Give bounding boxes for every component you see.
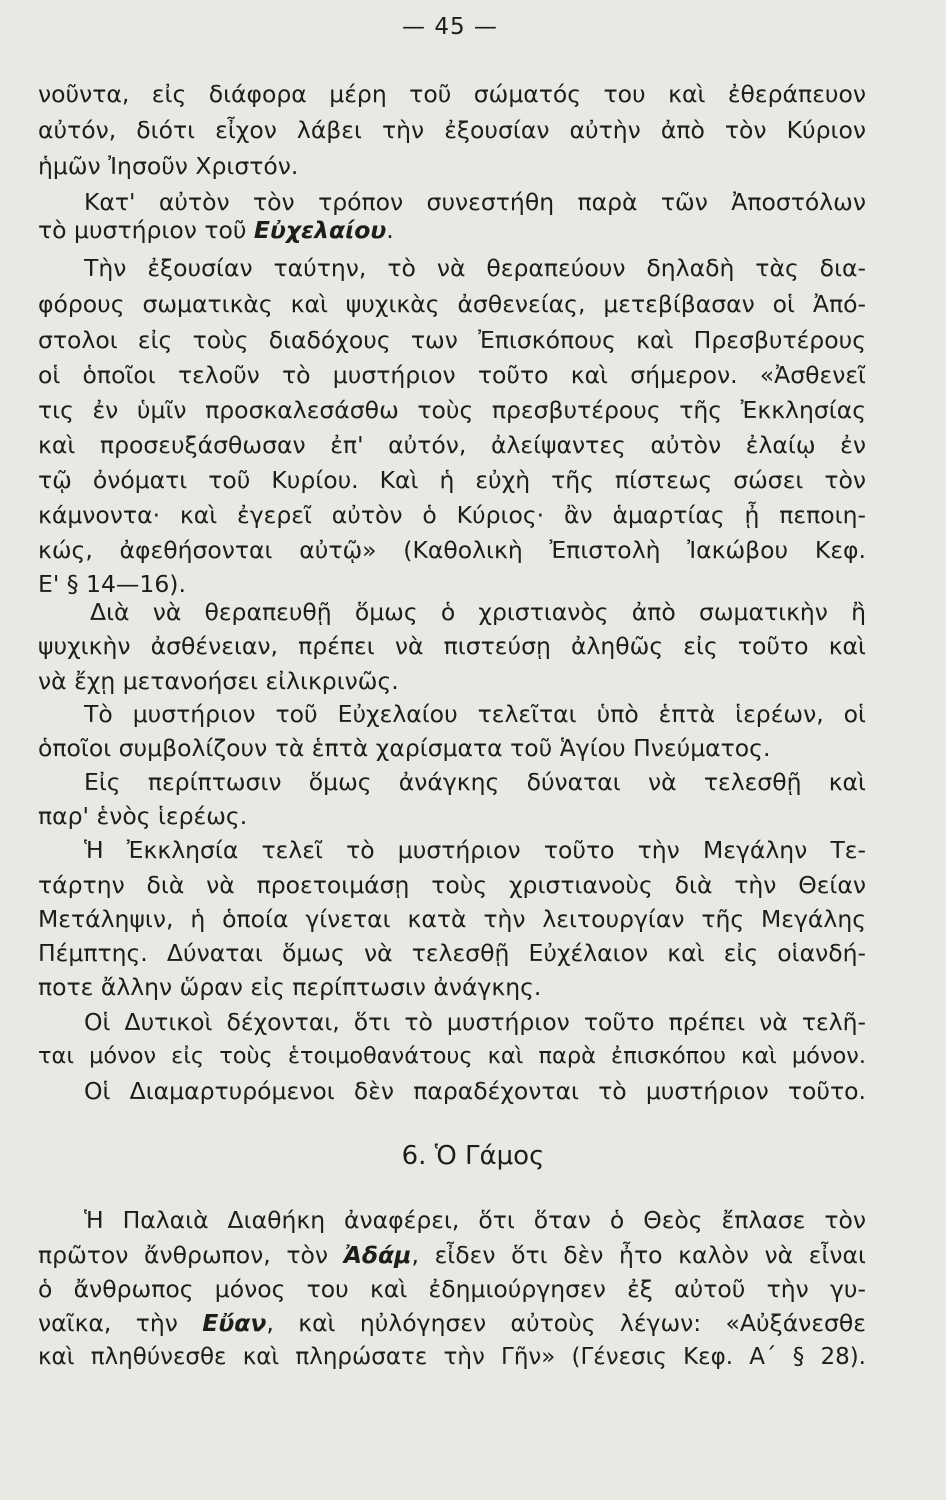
text-line: Κατ' αὐτὸν τὸν τρόπον συνεστήθη παρὰ τῶν Ἀποστόλων bbox=[84, 188, 866, 216]
text-line: Τὴν ἐξουσίαν ταύτην, τὸ νὰ θεραπεύουν δηλαδὴ τὰς δια- bbox=[84, 254, 866, 282]
text-line: νοῦντα, εἰς διάφορα μέρη τοῦ σώματός του καὶ ἐθεράπευον bbox=[38, 80, 866, 108]
text-line: κώς, ἀφεθήσονται αὐτῷ» (Καθολικὴ Ἐπιστολὴ Ἰακώβου Κεφ. bbox=[38, 536, 866, 564]
text-line: τάρτην διὰ νὰ προετοιμάσῃ τοὺς χριστιανοὺς διὰ τὴν Θείαν bbox=[38, 871, 866, 899]
text-line: φόρους σωματικὰς καὶ ψυχικὰς ἀσθενείας, μετεβίβασαν οἱ Ἀπό- bbox=[38, 290, 866, 318]
text-line: ται μόνον εἰς τοὺς ἑτοιμοθανάτους καὶ παρὰ ἐπισκόπου καὶ μόνον. bbox=[38, 1043, 866, 1069]
text-line: τις ἐν ὑμῖν προσκαλεσάσθω τοὺς πρεσβυτέρους τῆς Ἐκκλησίας bbox=[38, 396, 866, 424]
text-line bbox=[38, 1305, 866, 1341]
text-line: Οἱ Δυτικοὶ δέχονται, ὅτι τὸ μυστήριον τοῦτο πρέπει νὰ τελῆ- bbox=[84, 1008, 866, 1036]
text-line: νὰ ἔχῃ μετανοήσει εἰλικρινῶς. bbox=[38, 667, 399, 695]
text-line: ὁποῖοι συμβολίζουν τὰ ἑπτὰ χαρίσματα τοῦ Ἁγίου Πνεύματος. bbox=[38, 734, 771, 762]
text-line bbox=[38, 1237, 866, 1273]
text-line: ψυχικὴν ἀσθένειαν, πρέπει νὰ πιστεύσῃ ἀληθῶς εἰς τοῦτο καὶ bbox=[38, 632, 866, 660]
emphasis-term: Εὔαν bbox=[202, 1309, 267, 1337]
text-fragment: , εἶδεν ὅτι δὲν ἦτο καλὸν νὰ εἶναι bbox=[411, 1241, 866, 1269]
text-line: ὁ ἄνθρωπος μόνος του καὶ ἐδημιούργησεν ἐξ αὐτοῦ τὴν γυ- bbox=[38, 1275, 866, 1303]
text-line: ἡμῶν Ἰησοῦν Χριστόν. bbox=[38, 152, 299, 180]
text-line: Εἰς περίπτωσιν ὅμως ἀνάγκης δύναται νὰ τελεσθῇ καὶ bbox=[84, 768, 866, 796]
text-line: Τὸ μυστήριον τοῦ Εὐχελαίου τελεῖται ὑπὸ ἑπτὰ ἱερέων, οἱ bbox=[84, 700, 866, 728]
text-line: ποτε ἄλλην ὥραν εἰς περίπτωσιν ἀνάγκης. bbox=[38, 973, 542, 1001]
text-line: Οἱ Διαμαρτυρόμενοι δὲν παραδέχονται τὸ μυστήριον τοῦτο. bbox=[84, 1077, 866, 1105]
text-line: αὐτόν, διότι εἶχον λάβει τὴν ἐξουσίαν αὐτὴν ἀπὸ τὸν Κύριον bbox=[38, 116, 866, 144]
text-fragment: τὸ μυστήριον τοῦ bbox=[38, 216, 254, 244]
text-fragment: , καὶ ηὐλόγησεν αὐτοὺς λέγων: «Αὐξάνεσθε bbox=[266, 1309, 866, 1337]
emphasis-term: Εὐχελαίου bbox=[253, 216, 387, 244]
text-line: Διὰ νὰ θεραπευθῇ ὅμως ὁ χριστιανὸς ἀπὸ σωματικὴν ἢ bbox=[90, 598, 866, 626]
text-line: οἱ ὁποῖοι τελοῦν τὸ μυστήριον τοῦτο καὶ σήμερον. «Ἀσθενεῖ bbox=[38, 361, 866, 389]
emphasis-term: Ἀδάμ bbox=[343, 1241, 412, 1269]
text-line: Ἡ Παλαιὰ Διαθήκη ἀναφέρει, ὅτι ὅταν ὁ Θεὸς ἔπλασε τὸν bbox=[84, 1206, 866, 1234]
text-line: Ε' § 14—16). bbox=[38, 570, 186, 598]
text-line: καὶ πληθύνεσθε καὶ πληρώσατε τὴν Γῆν» (Γένεσις Κεφ. Α΄ § 28). bbox=[38, 1344, 866, 1370]
text-line: Πέμπτης. Δύναται ὅμως νὰ τελεσθῇ Εὐχέλαιον καὶ εἰς οἱανδή- bbox=[38, 939, 866, 967]
text-line: Ἡ Ἐκκλησία τελεῖ τὸ μυστήριον τοῦτο τὴν Μεγάλην Τε- bbox=[84, 836, 866, 864]
text-fragment: πρῶτον ἄνθρωπον, τὸν bbox=[38, 1241, 344, 1269]
text-line: καὶ προσευξάσθωσαν ἐπ' αὐτόν, ἀλείψαντες αὐτὸν ἐλαίῳ ἐν bbox=[38, 431, 866, 459]
text-line: Μετάληψιν, ἡ ὁποία γίνεται κατὰ τὴν λειτουργίαν τῆς Μεγάλης bbox=[38, 905, 866, 933]
text-line bbox=[38, 212, 866, 248]
text-fragment: . bbox=[386, 216, 394, 244]
text-line: τῷ ὀνόματι τοῦ Κυρίου. Καὶ ἡ εὐχὴ τῆς πίστεως σώσει τὸν bbox=[38, 466, 866, 494]
text-line: κάμνοντα· καὶ ἐγερεῖ αὐτὸν ὁ Κύριος· ἂν ἁμαρτίας ᾖ πεποιη- bbox=[38, 501, 866, 529]
text-fragment: ναῖκα, τὴν bbox=[38, 1309, 203, 1337]
text-line: στολοι εἰς τοὺς διαδόχους των Ἐπισκόπους καὶ Πρεσβυτέρους bbox=[38, 326, 866, 354]
page-number: — 45 — bbox=[402, 14, 498, 40]
text-line: παρ' ἑνὸς ἱερέως. bbox=[38, 802, 248, 830]
section-heading: 6. Ὁ Γάμος bbox=[401, 1141, 545, 1171]
